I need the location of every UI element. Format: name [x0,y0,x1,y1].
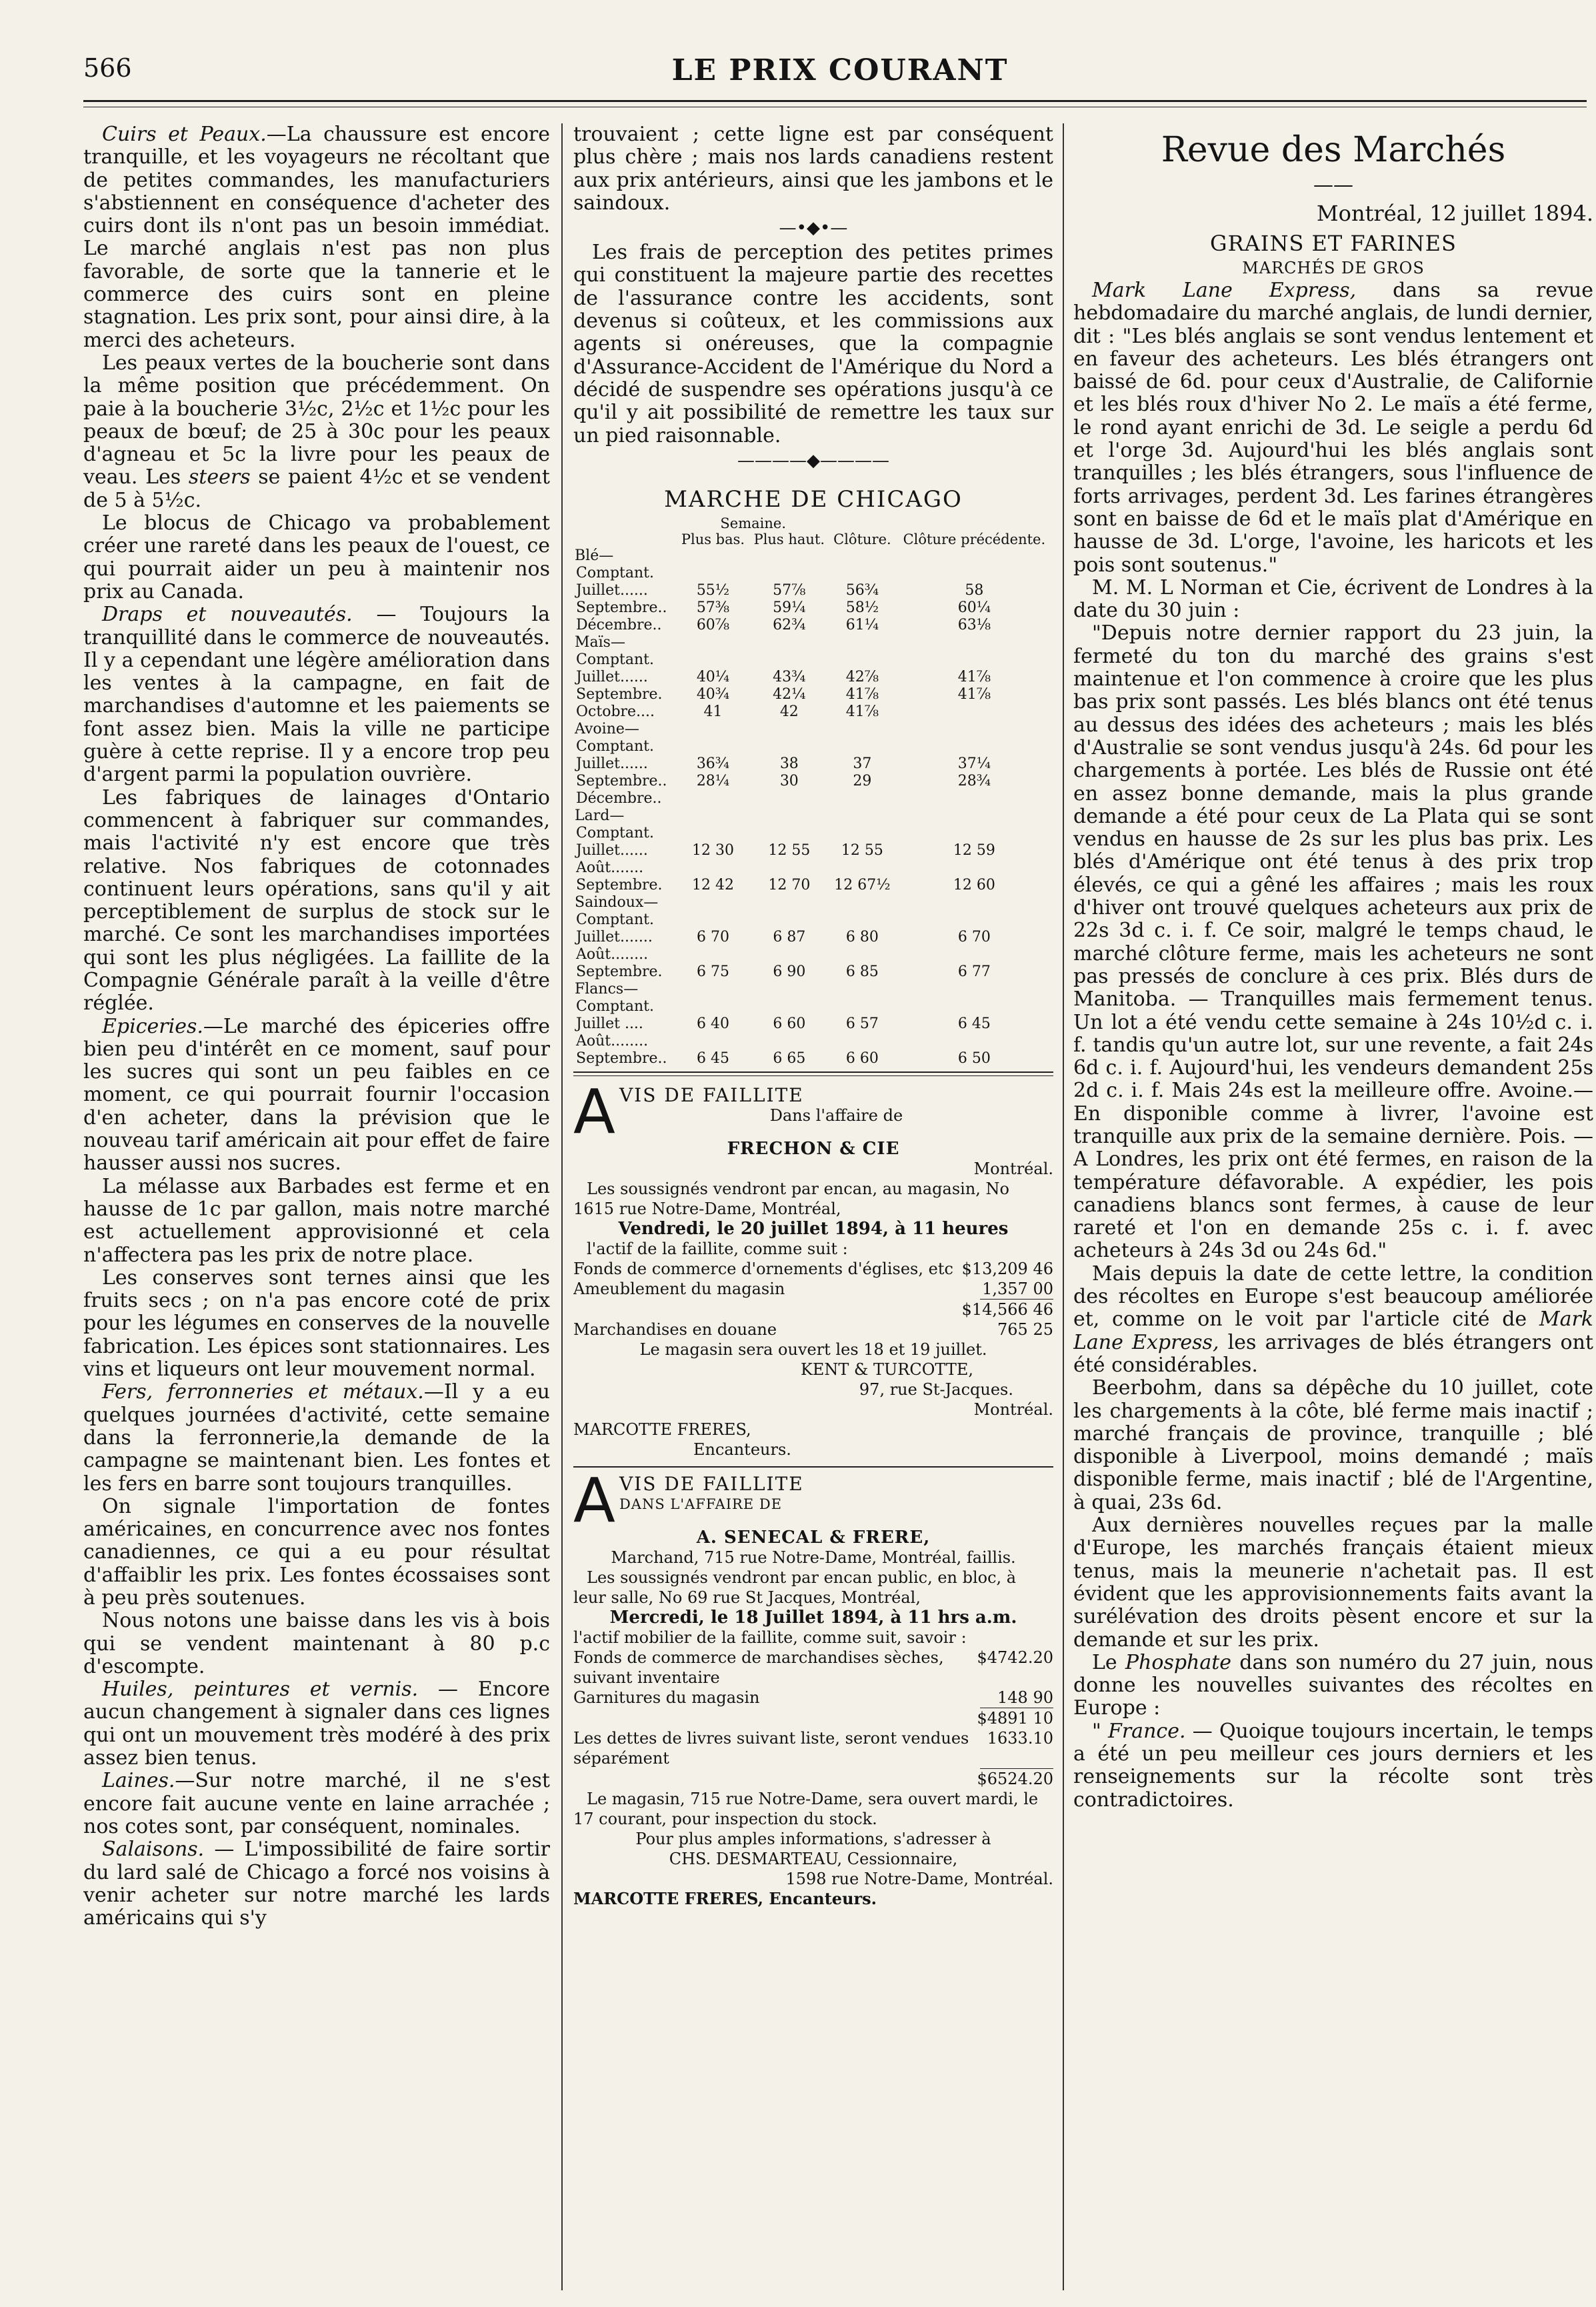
notice-company: A. SENECAL & FRERE, [696,1527,931,1548]
table-row [573,755,1053,773]
price-cell [829,738,895,755]
chicago-market-table [573,515,1053,1067]
table-row [573,946,1053,963]
price-cell: 59¼ [773,599,806,616]
table-rule [573,1071,1053,1076]
price-cell [749,911,829,929]
price-cell: 6 85 [845,963,879,980]
table-row [573,859,1053,877]
paragraph: trouvaient ; cette ligne est par conséquent plus chère ; mais nos lards canadiens restent aux prix antérieurs, ainsi que les jambons et le saindoux. [573,123,1053,215]
paragraph: "Depuis notre dernier rapport du 23 juin, la fermeté du ton du marché des grains s'est maintenue et l'on commence à croire que les plus bas prix sont passés. Les blés blancs ont été tenus au dessus des idées des acheteurs ; mais les blés d'Australie se sont vendus jusqu'à 24s. 6d pour les chargements à portée. Les blés de Russie ont été en assez bonne demande, mais la plus grande demande a été pour ceux de La Plata qui se sont vendus en hausse de 2s sur les plus bas prix. Les blés d'Amérique ont été tenus à des prix trop élevés, ce qui a gêné les affaires ; mais les roux d'hiver ont trouvé quelques acheteurs aux prix de 22s 3d c. i. f. Ce soir, malgré le temps chaud, le marché clôture ferme, mais les acheteurs ne sont pas pressés de conclure à ces prix. Blés durs de Manitoba. — Tranquilles mais fermement tenus. Un lot a été vendu cette semaine à 24s 10½d c. i. f. tandis qu'un autre lot, sur une revente, a fait 24s 6d c. i. f. Aujourd'hui, les vendeurs demandent 25s 2d c. i. f. Mais 24s est la meilleure offre. Avoine.—En disponible comme à livrer, l'avoine est tranquille aux prix de la semaine dernière. Pois. —A Londres, les prix ont été fermes, en raison de la température défavorable. A expédier, les pois canadiens blancs sont fermes, à cause de leur rareté et l'on en demande 25s c. i. f. avec acheteurs à 24s 3d ou 24s 6d." [1073,621,1593,1263]
price-cell [895,738,1053,755]
table-row [573,963,1053,981]
table-row [573,669,1053,686]
notice-amount: 1633.10 [987,1728,1053,1748]
notice-text: DANS L'AFFAIRE DE [619,1496,783,1512]
price-cell: 36¾ [696,755,730,772]
notice-text: Le magasin sera ouvert les 18 et 19 juillet. [639,1340,987,1359]
price-cell [895,911,1053,929]
price-cell [677,565,749,582]
price-cell [677,859,749,877]
notice-text: Marchand, 715 rue Notre-Dame, Montréal, faillis. [611,1548,1016,1567]
paragraph: Le Phosphate dans son numéro du 27 juin, nous donne les nouvelles suivantes des récoltes en Europe : [1073,1650,1593,1720]
price-cell: 6 40 [696,1015,729,1032]
row-label: Juillet...... [576,841,648,859]
price-cell [829,911,895,929]
table-row [573,686,1053,703]
notice-text: Encanteurs. [693,1440,791,1459]
price-cell [895,998,1053,1015]
drop-cap: A [573,1464,615,1536]
paragraph: Huiles, peintures et vernis. — Encore aucun changement à signaler dans ces lignes qui ont un mouvement très modéré à des prix assez bien tenus. [83,1678,550,1770]
price-cell [749,790,829,807]
dateline: Montréal, 12 juillet 1894. [1316,201,1593,226]
price-cell [895,790,1053,807]
commodity-label: Flancs— [575,980,639,997]
price-cell: 6 45 [957,1015,991,1032]
price-cell: 6 87 [773,928,806,945]
table-row [573,617,1053,634]
table-group-row [573,721,1053,738]
price-cell [829,825,895,842]
table-row [573,651,1053,669]
price-cell [829,946,895,963]
price-cell: 61¼ [845,616,879,633]
table-row [573,773,1053,790]
table-row [573,1033,1053,1050]
price-cell [829,998,895,1015]
price-cell [895,859,1053,877]
table-row [573,842,1053,859]
row-label: Comptant. [576,564,654,581]
paragraph: " France. — Quoique toujours incertain, le temps a été un peu meilleur ces jours derniers et les renseignements sur la récolte sont très contradictoires. [1073,1719,1593,1812]
price-cell [895,565,1053,582]
notice-date: Mercredi, le 18 Juillet 1894, à 11 hrs a.m. [609,1607,1017,1628]
row-label: Septembre. [576,685,663,703]
column-1 [83,123,550,1930]
notice-subtotal: $4891 10 [977,1708,1053,1728]
header-cloture: Clôture. [833,531,891,547]
table-row [573,599,1053,617]
price-cell [749,738,829,755]
price-cell: 12 67½ [834,876,891,893]
price-cell: 12 60 [953,876,995,893]
row-label: Juillet...... [576,755,648,772]
price-cell: 43¾ [773,668,806,685]
price-cell [895,1033,1053,1050]
notice-item: Les dettes de livres suivant liste, seront vendues séparément [573,1728,969,1768]
price-cell [895,703,1053,721]
notice-text: l'actif mobilier de la faillite, comme suit, savoir : [573,1628,967,1647]
table-row [573,582,1053,599]
table-row [573,911,1053,929]
table-row [573,877,1053,894]
price-cell: 60⅞ [696,616,730,633]
column-2 [573,123,1053,1909]
row-label: Juillet....... [576,928,653,945]
notice-company: FRECHON & CIE [727,1138,900,1159]
page-number: 566 [83,53,132,83]
table-row [573,825,1053,842]
row-label: Comptant. [576,911,654,928]
paragraph: Aux dernières nouvelles reçues par la malle d'Europe, les marchés français étaient mieux tenus, mais la meunerie n'achetait pas. Il est évident que les approvisionnements faits avant la surélévation des droits pèsent encore et sur la demande et sur les prix. [1073,1514,1593,1652]
price-cell: 60¼ [957,599,991,616]
row-label: Comptant. [576,997,654,1015]
price-cell [829,651,895,669]
price-cell: 6 60 [845,1049,879,1067]
price-cell: 28¾ [957,772,991,789]
price-cell: 37¼ [957,755,991,772]
ornament-divider: ————◆———— [737,450,889,471]
paragraph: Le blocus de Chicago va probablement créer une rareté dans les peaux de l'ouest, ce qui pourrait aider un peu à maintenir nos prix au Canada. [83,511,550,603]
paragraph: La mélasse aux Barbades est ferme et en hausse de 1c par gallon, mais notre marché est actuellement approvisionné et cela n'affectera pas les prix de notre place. [83,1174,550,1267]
table-group-row [573,547,1053,565]
paragraph: Laines.—Sur notre marché, il ne s'est encore fait aucune vente en laine arrachée ; nos cotes sont, par conséquent, nominales. [83,1769,550,1838]
price-cell: 12 42 [691,876,734,893]
page-header [83,53,1596,100]
commodity-label: Lard— [575,807,625,824]
price-cell: 57⅜ [696,599,730,616]
row-label: Août........ [576,1032,649,1049]
price-cell [677,946,749,963]
paragraph: Les conserves sont ternes ainsi que les fruits secs ; on n'a pas encore coté de prix pour les légumes en conserves de la nouvelle fabrication. Les épices sont stationnaires. Les vins et liqueurs ont leur mouvement normal. [83,1266,550,1382]
row-label: Septembre.. [576,1049,667,1067]
price-cell: 12 70 [768,876,811,893]
price-cell: 58 [965,581,984,599]
price-cell [749,859,829,877]
row-label: Septembre. [576,963,663,980]
table-row [573,790,1053,807]
price-cell: 28¼ [696,772,730,789]
paragraph: Fers, ferronneries et métaux.—Il y a eu quelques journées d'activité, cette semaine dans la ferronnerie,la demande de la campagne se maintenant bien. Les fontes et les fers en barre sont toujours tranquilles. [83,1380,550,1496]
header-rule [83,100,1587,102]
commodity-label: Blé— [575,547,614,564]
row-label: Comptant. [576,824,654,841]
section-title: Revue des Marchés [1161,130,1506,170]
row-label: Décembre.. [576,616,662,633]
notice-item: Ameublement du magasin [573,1279,785,1298]
commodity-label: Avoine— [575,720,639,737]
notice-text: Dans l'affaire de [769,1105,903,1125]
table-row [573,1050,1053,1067]
price-cell: 30 [779,772,799,789]
commodity-label: Saindoux— [575,893,659,911]
running-title: LE PRIX COURANT [671,53,1009,87]
price-cell: 37 [853,755,872,772]
price-cell: 6 50 [957,1049,991,1067]
notice-text: Pour plus amples informations, s'adresser à [635,1829,991,1848]
price-cell: 41⅞ [845,685,879,703]
paragraph: Mais depuis la date de cette lettre, la condition des récoltes en Europe s'est beaucoup améliorée et, comme on le voit par l'article cité de Mark Lane Express, les arrivages de blés étrangers ont été considérables. [1073,1262,1593,1377]
price-cell [749,565,829,582]
column-3 [1073,123,1593,1812]
subsection-heading: MARCHÉS DE GROS [1242,259,1425,277]
notice-item: Fonds de commerce de marchandises sèches, suivant inventaire [573,1648,944,1687]
paragraph: Les frais de perception des petites primes qui constituent la majeure partie des recettes de l'assurance contre les accidents, sont devenus si coûteux, et les commissions aux agents si onéreuses, que la compagnie d'Assurance-Accident de l'Amérique du Nord a décidé de suspendre ses opérations jusqu'à ce qu'il y ait possibilité de remettre les taux sur un pied raisonnable. [573,241,1053,447]
table-group-row [573,981,1053,998]
row-label: Comptant. [576,651,654,668]
notice-amount: 148 90 [997,1688,1053,1707]
row-label: Septembre. [576,876,663,893]
notice-firm: CHS. DESMARTEAU, Cessionnaire, [669,1849,958,1868]
price-cell: 41⅞ [957,668,991,685]
price-cell [895,651,1053,669]
table-row [573,738,1053,755]
price-cell: 41 [703,703,723,720]
chicago-market-title: MARCHE DE CHICAGO [664,485,963,513]
price-cell [895,946,1053,963]
notice-text: Montréal. [973,1400,1053,1419]
price-cell: 58½ [845,599,879,616]
paragraph: Epiceries.—Le marché des épiceries offre bien peu d'intérêt en ce moment, sauf pour les sucres qui sont un peu faibles en ce moment, ce qui pourrait fournir l'occasion d'en acheter, dans la prévision que le nouveau tarif américain ait pour effet de faire hausser aussi nos sucres. [83,1014,550,1176]
notice-item: Fonds de commerce d'ornements d'églises, etc [573,1259,953,1278]
row-label: Juillet...... [576,581,648,599]
notice-text: Le magasin, 715 rue Notre-Dame, sera ouvert mardi, le 17 courant, pour inspection du stock. [573,1789,1039,1828]
notice-text: Les soussignés vendront par encan, au magasin, No 1615 rue Notre-Dame, Montréal, [573,1179,1010,1218]
notice-auctioneer: MARCOTTE FRERES, [573,1420,751,1439]
price-cell [677,738,749,755]
row-label: Septembre.. [576,599,667,616]
notice-text: Les soussignés vendront par encan public, en bloc, à leur salle, No 69 rue St Jacques, Montréal, [573,1568,1017,1607]
price-cell [749,998,829,1015]
price-cell [677,911,749,929]
price-cell: 6 77 [957,963,991,980]
notice-amount: $4742.20 [977,1648,1053,1667]
price-cell: 12 30 [691,841,734,859]
notice-firm: KENT & TURCOTTE, [800,1360,973,1379]
price-cell: 62¾ [773,616,806,633]
notice-total: $6524.20 [977,1769,1053,1788]
header-plus-haut: Plus haut. [753,531,825,547]
header-cloture-precedente: Clôture précédente. [903,531,1046,547]
price-cell [749,651,829,669]
price-cell: 6 80 [845,928,879,945]
price-cell: 42 [779,703,799,720]
table-row [573,565,1053,582]
column-divider [561,123,563,2290]
price-cell [829,859,895,877]
row-label: Juillet .... [576,1015,643,1032]
price-cell: 38 [779,755,799,772]
price-cell [749,1033,829,1050]
price-cell: 6 90 [773,963,806,980]
price-cell [677,790,749,807]
price-cell: 29 [853,772,872,789]
column-divider [1063,123,1064,2290]
price-cell [677,825,749,842]
price-cell: 6 45 [696,1049,729,1067]
row-label: Octobre.... [576,703,655,720]
price-cell: 40¾ [696,685,730,703]
paragraph: Beerbohm, dans sa dépêche du 10 juillet, cote les chargements à la côte, blé ferme mais inactif ; marché français de province, tranquille ; blé disponible à Liverpool, moins demandé ; maïs disponible ferme, mais inactif ; blé de l'Argentine, à quai, 23s 6d. [1073,1376,1593,1514]
bankruptcy-notice [573,1075,1053,1460]
paragraph: Nous notons une baisse dans les vis à bois qui se vendent maintenant à 80 p.c d'escompte. [83,1609,550,1678]
table-group-row [573,807,1053,825]
notice-date: Vendredi, le 20 juillet 1894, à 11 heures [618,1218,1009,1239]
notice-amount: $13,209 46 [961,1259,1053,1278]
price-cell: 42¼ [773,685,806,703]
price-cell: 63⅛ [957,616,991,633]
price-cell: 6 70 [957,928,991,945]
price-cell: 12 55 [841,841,883,859]
price-cell: 40¼ [696,668,730,685]
price-cell: 41⅞ [845,703,879,720]
price-cell: 42⅞ [845,668,879,685]
notice-amount: 765 25 [997,1320,1053,1339]
price-cell: 55½ [696,581,730,599]
title-dash: —— [1313,173,1353,197]
price-cell: 41⅞ [957,685,991,703]
row-label: Août....... [576,859,644,876]
table-group-row [573,634,1053,651]
notice-amount: 1,357 00 [982,1279,1053,1298]
section-heading: GRAINS ET FARINES [1210,231,1457,256]
notice-title: VIS DE FAILLITE [619,1472,804,1495]
price-cell: 6 70 [696,928,729,945]
row-label: Août........ [576,945,649,963]
paragraph: On signale l'importation de fontes américaines, en concurrence avec nos fontes canadiennes, ce qui a eu pour résultat d'affaiblir les prix. Les fontes écossaises sont à peu près soutenues. [83,1494,550,1610]
header-semaine: Semaine. [720,515,787,531]
paragraph: Cuirs et Peaux.—La chaussure est encore tranquille, et les voyageurs ne récoltant que de petites commandes, les manufacturiers s'abstiennent en conséquence d'acheter des cuirs dont ils n'ont pas un besoin immédiat. Le marché anglais n'est pas non plus favorable, de sorte que la tannerie et le commerce des cuirs sont en pleine stagnation. Les prix sont, pour ainsi dire, à la merci des acheteurs. [83,123,550,352]
price-cell [677,651,749,669]
table-row [573,1015,1053,1033]
price-cell [829,1033,895,1050]
price-cell [749,946,829,963]
notice-text: 1598 rue Notre-Dame, Montréal. [785,1869,1053,1888]
notice-text: l'actif de la faillite, comme suit : [587,1239,848,1258]
price-cell: 6 57 [845,1015,879,1032]
price-cell: 56¾ [845,581,879,599]
paragraph: Mark Lane Express, dans sa revue hebdomadaire du marché anglais, de lundi dernier, dit : "Les blés anglais se sont vendus lentement et en faveur des acheteurs. Les blés étrangers ont baissé de 6d. pour ceux d'Australie, de Californie et les blés roux d'hiver No 2. Le maïs a été ferme, le rond ayant enrichi de 3d. Le seigle a perdu 6d et l'orge 3d. Aujourd'hui les blés anglais sont tranquilles ; les blés étrangers, sous l'influence de forts arrivages, perdent 3d. Les farines étrangères sont en baisse de 6d et le maïs plat d'Amérique en hausse de 3d. L'orge, l'avoine, les haricots et les pois sont soutenus." [1073,279,1593,577]
price-cell: 12 55 [768,841,811,859]
header-plus-bas: Plus bas. [681,531,745,547]
notice-item: Garnitures du magasin [573,1688,760,1707]
price-cell [749,825,829,842]
price-cell: 6 60 [773,1015,806,1032]
paragraph: Les fabriques de lainages d'Ontario commencent à fabriquer sur commandes, mais l'activité n'y est encore que très relative. Nos fabriques de cotonnades continuent leurs opérations, sans qu'il y ait perceptiblement de surplus de stock sur le marché. Ce sont les marchandises importées qui sont les plus négligées. La faillite de la Compagnie Générale paraît à la veille d'être réglée. [83,785,550,1015]
paragraph: Salaisons. — L'impossibilité de faire sortir du lard salé de Chicago a forcé nos voisins à venir acheter sur notre marché les lards américains qui s'y [83,1838,550,1930]
price-cell: 6 65 [773,1049,806,1067]
price-cell [829,790,895,807]
price-cell [829,565,895,582]
row-label: Juillet...... [576,668,648,685]
notice-rule [573,1466,1053,1468]
notice-auctioneer: MARCOTTE FRERES, Encanteurs. [573,1888,877,1908]
ornament-divider: —•◆•— [779,218,848,239]
notice-text: Montréal. [973,1159,1053,1178]
notice-subtotal: $14,566 46 [961,1300,1053,1319]
paragraph: Draps et nouveautés. — Toujours la tranquillité dans le commerce de nouveautés. Il y a cependant une légère amélioration dans les ventes à la campagne, en fait de marchandises d'automne et les paiements se font assez bien. Mais la ville ne participe guère à cette reprise. Il y a encore trop peu d'argent parmi la population ouvrière. [83,603,550,787]
drop-cap: A [573,1075,615,1147]
row-label: Comptant. [576,737,654,755]
bankruptcy-notice [573,1464,1053,1909]
price-cell: 57⅞ [773,581,806,599]
notice-text: 97, rue St-Jacques. [859,1380,1013,1399]
row-label: Décembre.. [576,789,662,807]
price-cell [677,998,749,1015]
paragraph: Les peaux vertes de la boucherie sont dans la même position que précédemment. On paie à la boucherie 3½c, 2½c et 1½c pour les peaux de bœuf; de 25 à 30c pour les peaux d'agneau et 5c la livre pour les peaux de veau. Les steers se paient 4½c et se vendent de 5 à 5½c. [83,351,550,512]
commodity-label: Maïs— [575,633,625,651]
price-cell [677,1033,749,1050]
notice-item: Marchandises en douane [573,1320,777,1339]
table-group-row [573,894,1053,911]
table-row [573,929,1053,946]
price-cell: 6 75 [696,963,729,980]
price-cell: 12 59 [953,841,995,859]
table-row [573,998,1053,1015]
notice-title: VIS DE FAILLITE [619,1083,804,1106]
price-cell [895,825,1053,842]
paragraph: M. M. L Norman et Cie, écrivent de Londres à la date du 30 juin : [1073,575,1593,623]
row-label: Septembre.. [576,772,667,789]
table-row [573,703,1053,721]
